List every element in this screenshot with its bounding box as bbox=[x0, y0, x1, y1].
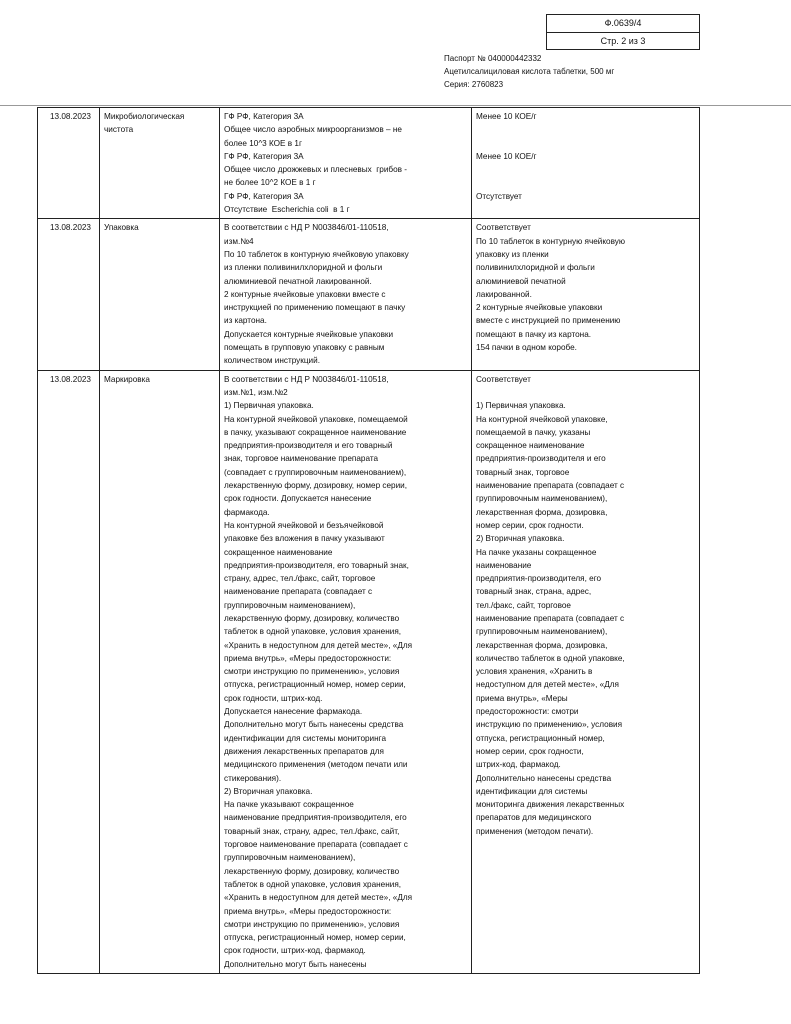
requirement-line: лекарственную форму, дозировку, номер серии, bbox=[224, 481, 408, 491]
result-line: количество таблеток в одной упаковке, bbox=[476, 653, 625, 663]
result-line: идентификации для системы bbox=[476, 786, 588, 796]
requirement-line: фармакода. bbox=[224, 507, 270, 517]
requirement-line: срок годности, штрих-код, фармакод. bbox=[224, 946, 366, 956]
requirement-line: группировочным наименованием), bbox=[224, 853, 356, 863]
requirement-line: помещать в групповую упаковку с равным bbox=[224, 343, 385, 353]
result-line: предприятия-производителя, его bbox=[476, 574, 602, 584]
requirement-line: ГФ РФ, Категория 3А bbox=[224, 112, 304, 121]
passport-header bbox=[444, 52, 614, 91]
test-date: 13.08.2023 bbox=[38, 370, 100, 973]
table-row bbox=[38, 219, 700, 370]
result-line: предприятия-производителя и его bbox=[476, 454, 606, 464]
requirement-line: «Хранить в недоступном для детей месте», «Для bbox=[224, 893, 413, 903]
requirement-line: В соответствии с НД Р N003846/01-110518, bbox=[224, 223, 389, 233]
requirement-line: не более 10^2 КОЕ в 1 г bbox=[224, 178, 316, 188]
result-line: Отсутствует bbox=[476, 191, 522, 201]
result-line: На пачке указаны сокращенное bbox=[476, 547, 597, 557]
requirement-line: из картона. bbox=[224, 316, 267, 326]
requirement-line: срок годности, штрих-код. bbox=[224, 693, 323, 703]
requirement-line: Допускается контурные ячейковые упаковки bbox=[224, 329, 394, 339]
table-row bbox=[38, 108, 700, 219]
requirement-line: сокращенное наименование bbox=[224, 547, 333, 557]
requirement-line: 2) Вторичная упаковка. bbox=[224, 786, 313, 796]
table-row bbox=[38, 370, 700, 973]
result-line: отпуска, регистрационный номер, bbox=[476, 733, 605, 743]
result-line: Менее 10 КОЕ/г bbox=[476, 151, 537, 161]
result-line: Соответствует bbox=[476, 374, 531, 384]
requirement-line: идентификации для системы мониторинга bbox=[224, 733, 387, 743]
requirement-line: движения лекарственных препаратов для bbox=[224, 746, 384, 756]
requirement-line: лекарственную форму, дозировку, количество bbox=[224, 866, 400, 876]
form-code-box bbox=[546, 14, 700, 50]
result-line: инструкцию по применению», условия bbox=[476, 720, 623, 730]
result-line: мониторинга движения лекарственных bbox=[476, 800, 625, 810]
requirement-line: Дополнительно могут быть нанесены средства bbox=[224, 720, 404, 730]
requirement-line: таблеток в одной упаковке, условия хранения, bbox=[224, 627, 402, 637]
test-name-line: чистота bbox=[104, 125, 134, 135]
result-line bbox=[476, 123, 695, 136]
result-line: По 10 таблеток в контурную ячейковую bbox=[476, 236, 626, 246]
requirement-line: упаковке без вложения в пачку указывают bbox=[224, 534, 385, 544]
requirement-line: Дополнительно могут быть нанесены bbox=[224, 959, 367, 969]
test-name-line: Упаковка bbox=[104, 223, 139, 233]
requirement-line: В соответствии с НД Р N003846/01-110518, bbox=[224, 374, 389, 384]
requirement-line: «Хранить в недоступном для детей месте», «Для bbox=[224, 640, 413, 650]
result-line bbox=[476, 176, 695, 189]
requirement bbox=[220, 370, 472, 973]
result-line: условия хранения, «Хранить в bbox=[476, 667, 593, 677]
result-line: группировочным наименованием), bbox=[476, 494, 608, 504]
result-line bbox=[476, 137, 695, 150]
requirement-line: ГФ РФ, Категория 3А bbox=[224, 151, 304, 161]
requirement bbox=[220, 219, 472, 370]
result bbox=[472, 108, 700, 219]
result-line: препаратов для медицинского bbox=[476, 813, 592, 823]
result-line: штрих-код, фармакод. bbox=[476, 760, 561, 770]
test-name-line: Маркировка bbox=[104, 374, 150, 384]
requirement-line: торговое наименование препарата (совпадает с bbox=[224, 840, 408, 850]
result-line: недоступном для детей месте», «Для bbox=[476, 680, 619, 690]
requirement-line: стикерования). bbox=[224, 773, 282, 783]
result-line: помещают в пачку из картона. bbox=[476, 329, 592, 339]
requirement-line: На пачке указывают сокращенное bbox=[224, 800, 354, 810]
result-line: На контурной ячейковой упаковке, bbox=[476, 414, 608, 424]
result-line: сокращенное наименование bbox=[476, 441, 585, 451]
requirement-line: медицинского применения (методом печати или bbox=[224, 760, 408, 770]
result-line: поливинилхлоридной и фольги bbox=[476, 263, 595, 273]
requirement-line: 2 контурные ячейковые упаковки вместе с bbox=[224, 289, 386, 299]
requirement-line: количеством инструкций. bbox=[224, 356, 320, 366]
requirement-line: Общее число дрожжевых и плесневых грибов - bbox=[224, 165, 407, 175]
result-line: наименование bbox=[476, 560, 532, 570]
result-line: наименование препарата (совпадает с bbox=[476, 613, 625, 623]
test-results-table bbox=[37, 107, 700, 974]
requirement-line: отпуска, регистрационный номер, номер серии, bbox=[224, 933, 406, 943]
result-line bbox=[476, 163, 695, 176]
requirement-line: На контурной ячейковой и безъячейковой bbox=[224, 520, 384, 530]
requirement-line: более 10^3 КОЕ в 1г bbox=[224, 138, 302, 148]
result-line: лекарственная форма, дозировка, bbox=[476, 507, 608, 517]
requirement-line: в пачку, указывают сокращенное наименование bbox=[224, 427, 407, 437]
result-line: лекарственная форма, дозировка, bbox=[476, 640, 608, 650]
requirement-line: приема внутрь», «Меры предосторожности: bbox=[224, 653, 392, 663]
test-name bbox=[100, 108, 220, 219]
requirement-line: лекарственную форму, дозировку, количество bbox=[224, 613, 400, 623]
requirement-line: таблеток в одной упаковке, условия хранения, bbox=[224, 879, 402, 889]
test-date: 13.08.2023 bbox=[38, 108, 100, 219]
product-name: Ацетилсалициловая кислота таблетки, 500 мг bbox=[444, 67, 615, 76]
requirement-line: знак, торговое наименование препарата bbox=[224, 454, 379, 464]
requirement-line: (совпадает с группировочным наименованием), bbox=[224, 467, 407, 477]
result-line: предосторожности: смотри bbox=[476, 707, 579, 717]
result-line: номер серии, срок годности. bbox=[476, 520, 584, 530]
result-line: наименование препарата (совпадает с bbox=[476, 481, 625, 491]
result-line: тел./факс, сайт, торговое bbox=[476, 600, 571, 610]
requirement-line: предприятия-производителя, его товарный знак, bbox=[224, 560, 409, 570]
result bbox=[472, 370, 700, 973]
result-line: номер серии, срок годности, bbox=[476, 746, 584, 756]
page-number: Стр. 2 из 3 bbox=[600, 36, 646, 46]
passport-number: Паспорт № 040000442332 bbox=[444, 54, 542, 63]
requirement-line: На контурной ячейковой упаковке, помещаемой bbox=[224, 414, 408, 424]
result-line: товарный знак, торговое bbox=[476, 467, 570, 477]
requirement-line: Общее число аэробных микроорганизмов – не bbox=[224, 125, 402, 135]
requirement-line: Отсутствие Escherichia coli в 1 г bbox=[224, 205, 350, 215]
result-line: 1) Первичная упаковка. bbox=[476, 401, 566, 411]
requirement-line: изм.№1, изм.№2 bbox=[224, 387, 288, 397]
requirement-line: 1) Первичная упаковка. bbox=[224, 401, 314, 411]
result-line: упаковку из пленки bbox=[476, 249, 549, 259]
form-code: Ф.0639/4 bbox=[547, 15, 699, 33]
result-line: группировочным наименованием), bbox=[476, 627, 608, 637]
series-number: Серия: 2760823 bbox=[444, 80, 504, 89]
result-line: алюминиевой печатной bbox=[476, 276, 566, 286]
result-line bbox=[476, 386, 695, 399]
result-line: 154 пачки в одном коробе. bbox=[476, 343, 577, 353]
result-line: товарный знак, страна, адрес, bbox=[476, 587, 592, 597]
result-line: 2 контурные ячейковые упаковки bbox=[476, 303, 603, 313]
requirement-line: из пленки поливинилхлоридной и фольги bbox=[224, 263, 383, 273]
requirement-line: срок годности. Допускается нанесение bbox=[224, 494, 372, 504]
requirement-line: наименование препарата (совпадает с bbox=[224, 587, 373, 597]
result-line: Менее 10 КОЕ/г bbox=[476, 112, 537, 121]
test-date: 13.08.2023 bbox=[38, 219, 100, 370]
result-line: 2) Вторичная упаковка. bbox=[476, 534, 565, 544]
requirement-line: инструкцией по применению помещают в пачку bbox=[224, 303, 406, 313]
requirement-line: смотри инструкцию по применению», условия bbox=[224, 919, 400, 929]
test-name bbox=[100, 370, 220, 973]
requirement-line: предприятия-производителя и его товарный bbox=[224, 441, 393, 451]
requirement-line: Допускается нанесение фармакода. bbox=[224, 707, 363, 717]
test-name-line: Микробиологическая bbox=[104, 112, 185, 121]
requirement-line: приема внутрь», «Меры предосторожности: bbox=[224, 906, 392, 916]
result-line: приема внутрь», «Меры bbox=[476, 693, 568, 703]
requirement-line: алюминиевой печатной лакированной. bbox=[224, 276, 372, 286]
result bbox=[472, 219, 700, 370]
requirement-line: наименование предприятия-производителя, его bbox=[224, 813, 407, 823]
result-line: Соответствует bbox=[476, 223, 531, 233]
result-line: Дополнительно нанесены средства bbox=[476, 773, 612, 783]
result-line: лакированной. bbox=[476, 289, 532, 299]
requirement-line: смотри инструкцию по применению», условия bbox=[224, 667, 400, 677]
requirement-line: изм.№4 bbox=[224, 236, 254, 246]
result-line: помещаемой в пачку, указаны bbox=[476, 427, 591, 437]
requirement-line: товарный знак, страну, адрес, тел./факс, сайт, bbox=[224, 826, 400, 836]
requirement bbox=[220, 108, 472, 219]
top-rule bbox=[0, 105, 791, 106]
result-line: применения (методом печати). bbox=[476, 826, 594, 836]
test-name bbox=[100, 219, 220, 370]
requirement-line: ГФ РФ, Категория 3А bbox=[224, 191, 304, 201]
requirement-line: отпуска, регистрационный номер, номер серии, bbox=[224, 680, 406, 690]
requirement-line: По 10 таблеток в контурную ячейковую упаковку bbox=[224, 249, 409, 259]
requirement-line: группировочным наименованием), bbox=[224, 600, 356, 610]
result-line: вместе с инструкцией по применению bbox=[476, 316, 621, 326]
requirement-line: страну, адрес, тел./факс, сайт, торговое bbox=[224, 574, 376, 584]
